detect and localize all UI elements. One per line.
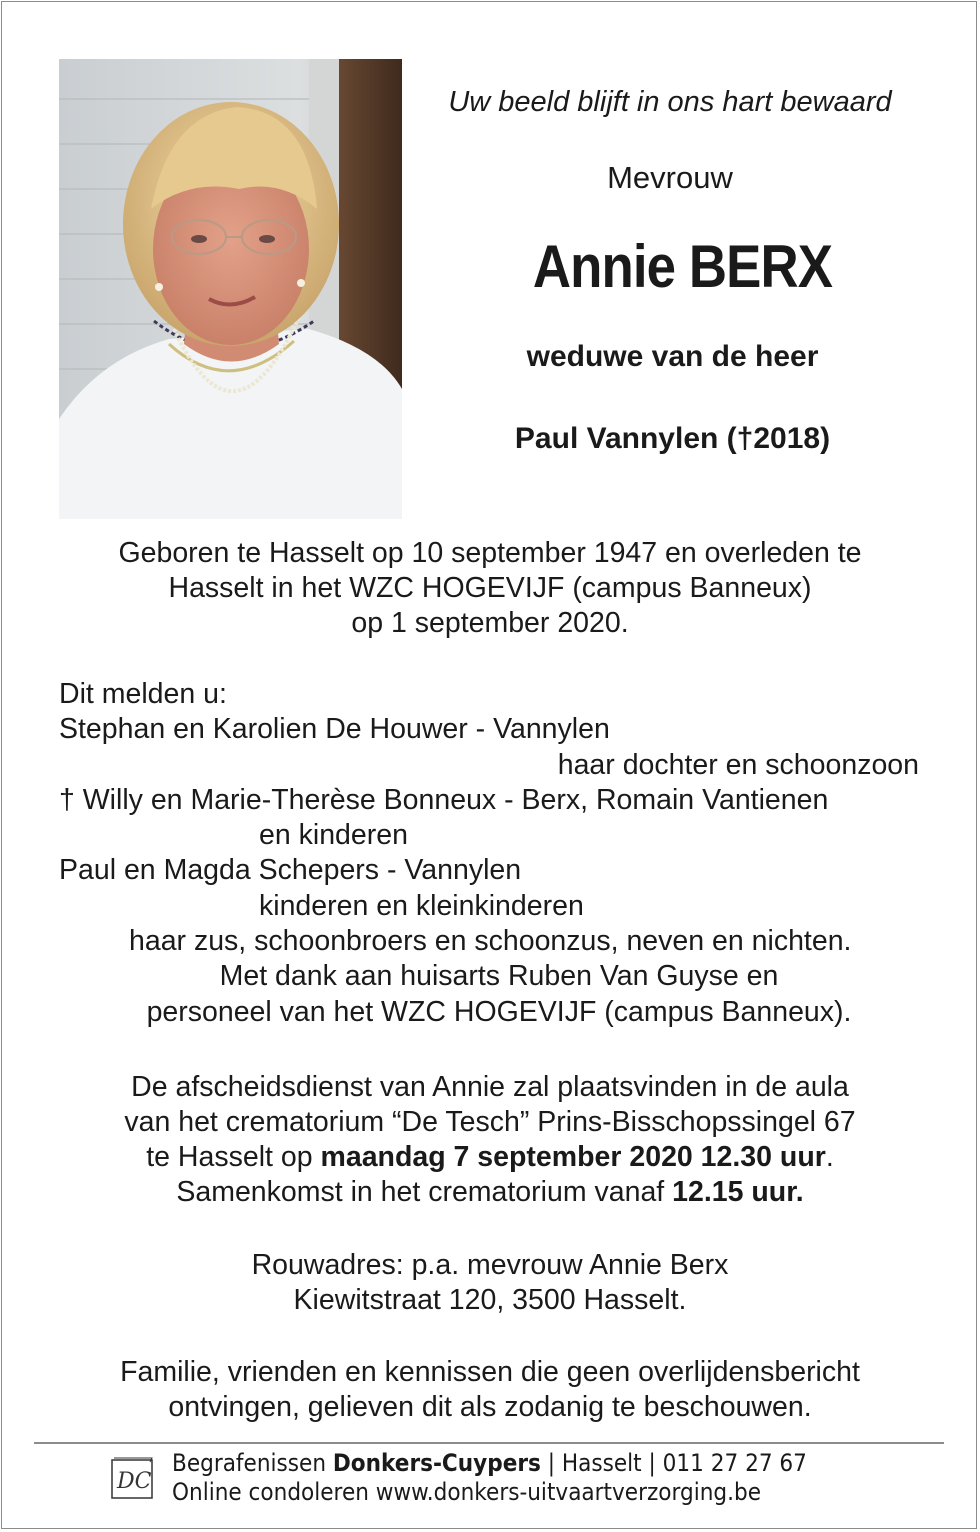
website-link[interactable]: www.donkers-uitvaartverzorging.be — [375, 1478, 762, 1506]
gathering-time: 12.15 uur. — [672, 1176, 804, 1208]
widow-line: weduwe van de heer — [526, 340, 819, 373]
text-line: Geboren te Hasselt op 10 september 1947 en overleden te — [118, 537, 862, 569]
text-line: te Hasselt op maandag 7 september 2020 12.30 uur. — [146, 1141, 834, 1173]
service-info — [40, 1070, 940, 1210]
closing-note — [40, 1355, 940, 1425]
thanks-line: Met dank aan huisarts Ruben Van Guyse en — [219, 960, 779, 993]
birth-death-info — [40, 536, 940, 641]
text-line: van het crematorium “De Tesch” Prins-Bisschopssingel 67 — [124, 1106, 856, 1138]
family-announcement — [59, 677, 939, 1030]
text-line: ontvingen, gelieven dit als zodanig te beschouwen. — [168, 1391, 812, 1423]
family-line: † Willy en Marie-Therèse Bonneux - Berx, Romain Vantienen — [59, 783, 829, 816]
company-phone[interactable]: 011 27 27 67 — [662, 1449, 807, 1477]
family-line: haar zus, schoonbroers en schoonzus, neven en nichten. — [129, 925, 852, 958]
footer-divider — [34, 1442, 944, 1444]
text-line: Kiewitstraat 120, 3500 Hasselt. — [293, 1284, 687, 1316]
footer-line-company: Begrafenissen Donkers-Cuypers | Hasselt | 011 27 27 67 — [172, 1449, 807, 1477]
family-line: Stephan en Karolien De Houwer - Vannylen — [59, 713, 610, 746]
announcement-intro: Dit melden u: — [59, 678, 227, 710]
salutation: Mevrouw — [607, 160, 733, 195]
family-relation: kinderen en kleinkinderen — [259, 889, 584, 922]
husband-name: Paul Vannylen (†2018) — [514, 422, 831, 455]
company-name: Donkers-Cuypers — [332, 1449, 541, 1477]
portrait-photo — [59, 59, 402, 519]
family-relation: haar dochter en schoonzoon — [557, 748, 919, 781]
thanks-line: personeel van het WZC HOGEVIJF (campus Banneux). — [146, 995, 852, 1028]
text-line: De afscheidsdienst van Annie zal plaatsvinden in de aula — [131, 1071, 849, 1103]
service-datetime: maandag 7 september 2020 12.30 uur — [320, 1141, 826, 1173]
footer-text — [172, 1449, 807, 1507]
text-line: Familie, vrienden en kennissen die geen overlijdensbericht — [120, 1356, 860, 1388]
svg-text:DC: DC — [117, 1469, 152, 1494]
mourning-address — [40, 1248, 940, 1318]
text-line: op 1 september 2020. — [351, 607, 629, 639]
text-line: Hasselt in het WZC HOGEVIJF (campus Banneux) — [168, 572, 812, 604]
memorial-quote: Uw beeld blijft in ons hart bewaard — [448, 86, 892, 118]
family-line: Paul en Magda Schepers - Vannylen — [59, 854, 522, 887]
text-line: Rouwadres: p.a. mevrouw Annie Berx — [251, 1249, 729, 1281]
funeral-home-logo — [109, 1454, 155, 1500]
footer-line-online: Online condoleren www.donkers-uitvaartverzorging.be — [172, 1478, 762, 1506]
text-line: Samenkomst in het crematorium vanaf 12.15 uur. — [176, 1176, 804, 1208]
company-city: Hasselt — [561, 1449, 642, 1477]
family-relation: en kinderen — [259, 819, 408, 852]
deceased-name: Annie BERX — [532, 233, 833, 300]
